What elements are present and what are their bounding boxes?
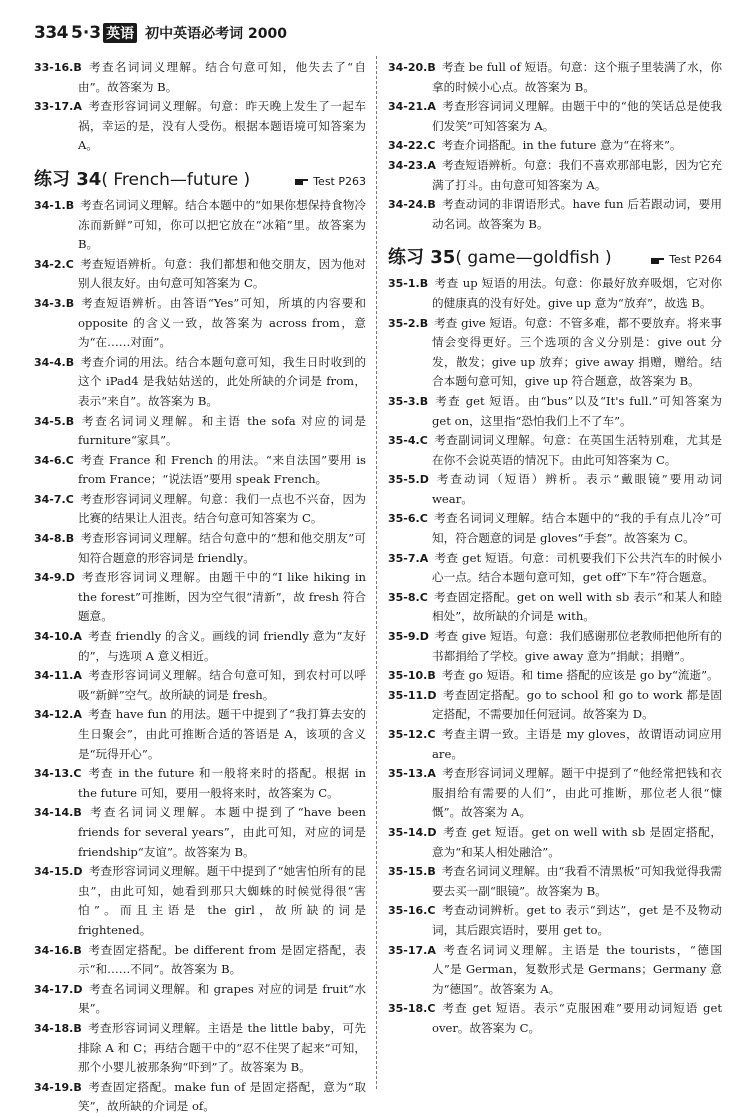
answer-number: 34-8.B [34,532,75,546]
answer-number: 34-20.B [388,61,436,74]
answer-explanation: 考查名词词义理解。本题中提到了“have been friends for several years”，由此可知，对应的词是 friendship“友谊”。故答案为 B。 [78,805,366,859]
answer-explanation: 考查介词搭配。in the future 意为“在将来”。 [441,138,682,153]
answer-number: 34-11.A [34,669,82,683]
answer-explanation: 考查 up 短语的用法。句意：你最好放弃吸烟，它对你的健康真的没有好处。give up 意为“放弃”，故选 B。 [432,276,722,310]
answer-number: 35-17.A [388,943,436,957]
answer-number: 34-21.A [388,100,436,114]
answer-number: 35-12.C [388,728,436,741]
section-title: 练习 35 [388,247,456,269]
answer-entry [388,588,722,627]
answer-number: 34-19.B [34,1080,82,1094]
answer-explanation: 考查形容词词义理解。句意：我们一点也不兴奋，因为比赛的结果让人沮丧。结合句意可知答案为 C。 [78,491,366,526]
answer-number: 35-5.D [388,473,429,487]
answer-entry [34,58,366,97]
answer-entry [388,941,722,1000]
answer-explanation: 考查 get 短语。表示“克服困难”要用动词短语 get over。故答案为 C。 [432,1001,722,1035]
answer-entry [388,274,722,313]
answer-explanation: 考查形容词词义理解。结合句意可知，到农村可以呼吸“新鲜”空气。故所缺的词是 fresh。 [78,668,366,702]
column-divider [376,56,377,1089]
answer-explanation: 考查 be full of 短语。句意：这个瓶子里装满了水，你拿的时候小心点。故答案为 B。 [432,60,722,94]
answer-entry [34,255,366,294]
answer-entry [388,97,722,136]
answer-entry [388,549,722,588]
answer-number: 34-1.B [34,198,75,212]
answer-entry [34,941,366,980]
answer-entry [34,412,366,451]
answer-entry [34,568,366,627]
answer-explanation: 考查名词词义理解。和 grapes 对应的词是 fruit“水果”。 [78,981,366,1016]
answer-entry [34,666,366,705]
answer-number: 34-22.C [388,139,436,153]
answer-number: 34-4.B [34,355,75,369]
answer-number: 34-2.C [34,257,74,271]
exercise-section-heading [388,246,722,270]
answer-explanation: 考查 give 短语。句意：不管多难，都不要放弃。将来事情会变得更好。三个选项的含义分别是：give out 分发，散发；give up 放弃；give away 捐赠，赠给。结合本题句意可知，give up 符合题意，故答案为 B。 [432,315,722,389]
answer-explanation: 考查形容词词义理解。题干中提到了“她害怕所有的昆虫”，由此可知，她看到那只大蜘蛛的时候觉得很“害怕”。而且主语是 the girl，故所缺的词是 frightened。 [78,864,366,937]
answer-explanation: 考查形容词词义理解。由题干中的“I like hiking in the forest”可推断，因为空气很“清新”，故 fresh 符合题意。 [78,570,366,624]
answer-explanation: 考查固定搭配。get on well with sb 表示“和某人和睦相处”，故所缺的介词是 with。 [432,589,722,624]
answer-number: 33-17.A [34,100,82,114]
subject-tag: 英语 [103,23,137,43]
answer-number: 34-23.A [388,158,436,172]
series-logo: 5·3 [71,23,102,43]
answer-entry [34,862,366,940]
answer-number: 34-15.D [34,865,83,879]
answer-explanation: 考查固定搭配。make fun of 是固定搭配，意为“取笑”，故所缺的介词是 of。 [78,1079,366,1114]
page-number: 334 [34,23,68,43]
left-column [34,58,366,1114]
answer-explanation: 考查介词的用法。结合本题句意可知，我生日时收到的这个 iPad4 是我姑姑送的，此处所缺的介词是 from，表示“来自”。故答案为 B。 [78,354,366,408]
answer-entry [388,58,722,97]
answer-number: 35-2.B [388,316,429,330]
answer-explanation: 考查固定搭配。be different from 是固定搭配，表示“和……不同”。故答案为 B。 [78,942,366,977]
answer-entry [34,627,366,666]
answer-entry [388,470,722,509]
answer-entry [388,823,722,862]
answer-explanation: 考查主谓一致。主语是 my gloves，故谓语动词应用 are。 [432,727,722,761]
page-header [34,20,287,46]
answer-number: 35-6.C [388,512,428,526]
answer-entry [34,980,366,1019]
section-title-wrap [388,246,612,270]
answer-entry [388,195,722,234]
answer-explanation: 考查名词词义理解。主语是 the tourists，“德国人”是 German，复数形式是 Germans；Germany 意为“德国”。故答案为 A。 [432,942,722,996]
section-word-range: ( French—future ) [101,169,251,190]
answer-number: 34-9.D [34,571,75,585]
test-page-label: Test P263 [313,174,366,188]
answer-number: 33-16.B [34,61,82,74]
answer-explanation: 考查形容词词义理解。由题干中的“他的笑话总是使我们发笑”可知答案为 A。 [432,99,722,133]
answer-explanation: 考查固定搭配。go to school 和 go to work 都是固定搭配，不需要加任何冠词。故答案为 D。 [432,687,722,722]
answer-explanation: 考查副词词义理解。句意：在英国生活特别难，尤其是在你不会说英语的情况下。由此可知答案为 C。 [432,433,722,467]
answer-entry [34,451,366,490]
answer-entry [388,725,722,764]
answer-number: 35-9.D [388,630,429,644]
answer-entry [388,156,722,195]
answer-explanation: 考查 go 短语。和 time 搭配的应该是 go by“流逝”。 [441,668,719,683]
answer-explanation: 考查名词词义理解。结合本题中的“如果你想保持食物冷冻而新鲜”可知，你可以把它放在“冰箱”里。故答案为 B。 [78,197,366,252]
answer-number: 34-6.C [34,453,74,467]
answer-entry [388,999,722,1038]
answer-explanation: 考查名词词义理解。和主语 the sofa 对应的词是 furniture“家具”。 [78,413,366,448]
answer-number: 34-14.B [34,806,82,820]
answer-explanation: 考查名词词义理解。由“我看不清黑板”可知我觉得我需要去买一副“眼镜”。故答案为 B。 [432,864,722,898]
pointing-hand-icon [651,255,665,266]
answer-number: 34-7.C [34,492,74,506]
answer-entry [388,431,722,470]
answer-explanation: 考查名词词义理解。结合本题中的“我的手有点儿冷”可知，符合题意的词是 gloves“手套”。故答案为 C。 [432,511,722,546]
answer-explanation: 考查 friendly 的含义。画线的词 friendly 意为“友好的”，与选项 A 意义相近。 [78,629,366,663]
answer-entry [34,705,366,764]
answer-entry [388,392,722,431]
answer-number: 35-11.D [388,688,437,702]
pointing-hand-icon [295,176,309,187]
answer-explanation: 考查短语辨析。由答语“Yes”可知，所填的内容要和 opposite 的含义一致，故答案为 across from，意为“在……对面”。 [78,295,366,350]
answer-explanation: 考查 give 短语。句意：我们感谢那位老教师把他所有的书都捐给了学校。give away 意为“捐献；捐赠”。 [432,629,722,663]
answer-entry [388,862,722,901]
answer-entry [388,901,722,940]
answer-explanation: 考查名词词义理解。结合句意可知，他失去了“自由”。故答案为 B。 [78,60,366,94]
answer-explanation: 考查形容词词义理解。句意：昨天晚上发生了一起车祸，幸运的是，没有人受伤。根据本题语境可知答案为 A。 [78,99,366,153]
answer-explanation: 考查动词的非谓语形式。have fun 后若跟动词，要用动名词。故答案为 B。 [432,197,722,231]
answer-explanation: 考查 France 和 French 的用法。“来自法国”要用 is from France；“说法语”要用 speak French。 [78,452,366,487]
answer-number: 35-15.B [388,865,436,879]
answer-explanation: 考查形容词词义理解。主语是 the little baby，可先排除 A 和 C；再结合题干中的“忍不住哭了起来”可知，那个小婴儿被那条狗“吓到”了。故答案为 B。 [78,1020,366,1075]
answer-explanation: 考查短语辨析。句意：我们都想和他交朋友，因为他对别人很友好。由句意可知答案为 C。 [78,256,366,291]
answer-explanation: 考查动词（短语）辨析。表示“戴眼镜”要用动词 wear。 [432,472,722,506]
section-word-range: ( game—goldfish ) [455,248,612,269]
answer-entry [34,1078,366,1117]
test-page-ref [651,250,722,270]
answer-number: 35-18.C [388,1002,436,1016]
test-page-ref [295,172,366,192]
right-column [388,58,722,1091]
section-title: 练习 34 [34,168,102,190]
answer-number: 35-8.C [388,590,428,604]
answer-entry [34,764,366,803]
answer-number: 34-16.B [34,943,82,957]
answer-explanation: 考查形容词词义理解。结合句意中的“想和他交朋友”可知符合题意的形容词是 friendly。 [78,531,366,565]
answer-entry [388,136,722,156]
exercise-section-heading [34,168,366,192]
answer-entry [34,294,366,353]
answer-entry [34,196,366,255]
answer-explanation: 考查 have fun 的用法。题干中提到了“我打算去安的生日聚会”，由此可推断合适的答语是 A，该项的含义是“玩得开心”。 [78,707,366,761]
section-title-wrap [34,168,250,192]
answer-number: 35-13.A [388,767,436,781]
answer-number: 35-10.B [388,669,436,683]
answer-number: 35-1.B [388,277,429,291]
book-title: 初中英语必考词 2000 [145,26,287,42]
answer-number: 34-5.B [34,414,75,428]
answer-number: 35-14.D [388,825,437,839]
answer-number: 34-3.B [34,296,75,310]
answer-entry [388,686,722,725]
answer-number: 35-7.A [388,551,429,565]
answer-number: 34-24.B [388,198,436,212]
answer-entry [34,529,366,568]
answer-number: 34-13.C [34,767,82,781]
answer-entry [34,353,366,412]
answer-explanation: 考查 get 短语。由“bus”以及“It's full.”可知答案为 get on，这里指“恐怕我们上不了车”。 [432,393,722,428]
answer-number: 35-16.C [388,904,436,918]
answer-entry [388,764,722,823]
answer-entry [34,490,366,529]
answer-entry [34,803,366,862]
answer-entry [388,509,722,548]
answer-number: 34-17.D [34,982,83,996]
test-page-label: Test P264 [669,253,722,267]
answer-entry [388,627,722,666]
answer-number: 35-3.B [388,394,429,408]
answer-number: 35-4.C [388,434,428,448]
answer-explanation: 考查 in the future 和一般将来时的搭配。根据 in the future 可知，要用一般将来时，故答案为 C。 [78,766,366,800]
answer-entry [34,1019,366,1078]
answer-explanation: 考查 get 短语。get on well with sb 是固定搭配，意为“和某人相处融洽”。 [432,824,722,859]
answer-entry [34,97,366,156]
answer-number: 34-18.B [34,1021,82,1035]
answer-explanation: 考查 get 短语。句意：司机要我们下公共汽车的时候小心一点。结合本题句意可知，get off“下车”符合题意。 [432,550,722,585]
answer-explanation: 考查短语辨析。句意：我们不喜欢那部电影，因为它充满了打斗。由句意可知答案为 A。 [432,157,722,192]
answer-entry [388,314,722,392]
answer-explanation: 考查形容词词义理解。题干中提到了“他经常把钱和衣服捐给有需要的人们”，由此可推断，那位老人很“慷慨”。故答案为 A。 [432,766,722,820]
answer-number: 34-10.A [34,630,82,644]
answer-entry [388,666,722,686]
answer-explanation: 考查动词辨析。get to 表示“到达”，get 是不及物动词，其后跟宾语时，要用 get to。 [432,903,722,937]
answer-number: 34-12.A [34,708,82,722]
